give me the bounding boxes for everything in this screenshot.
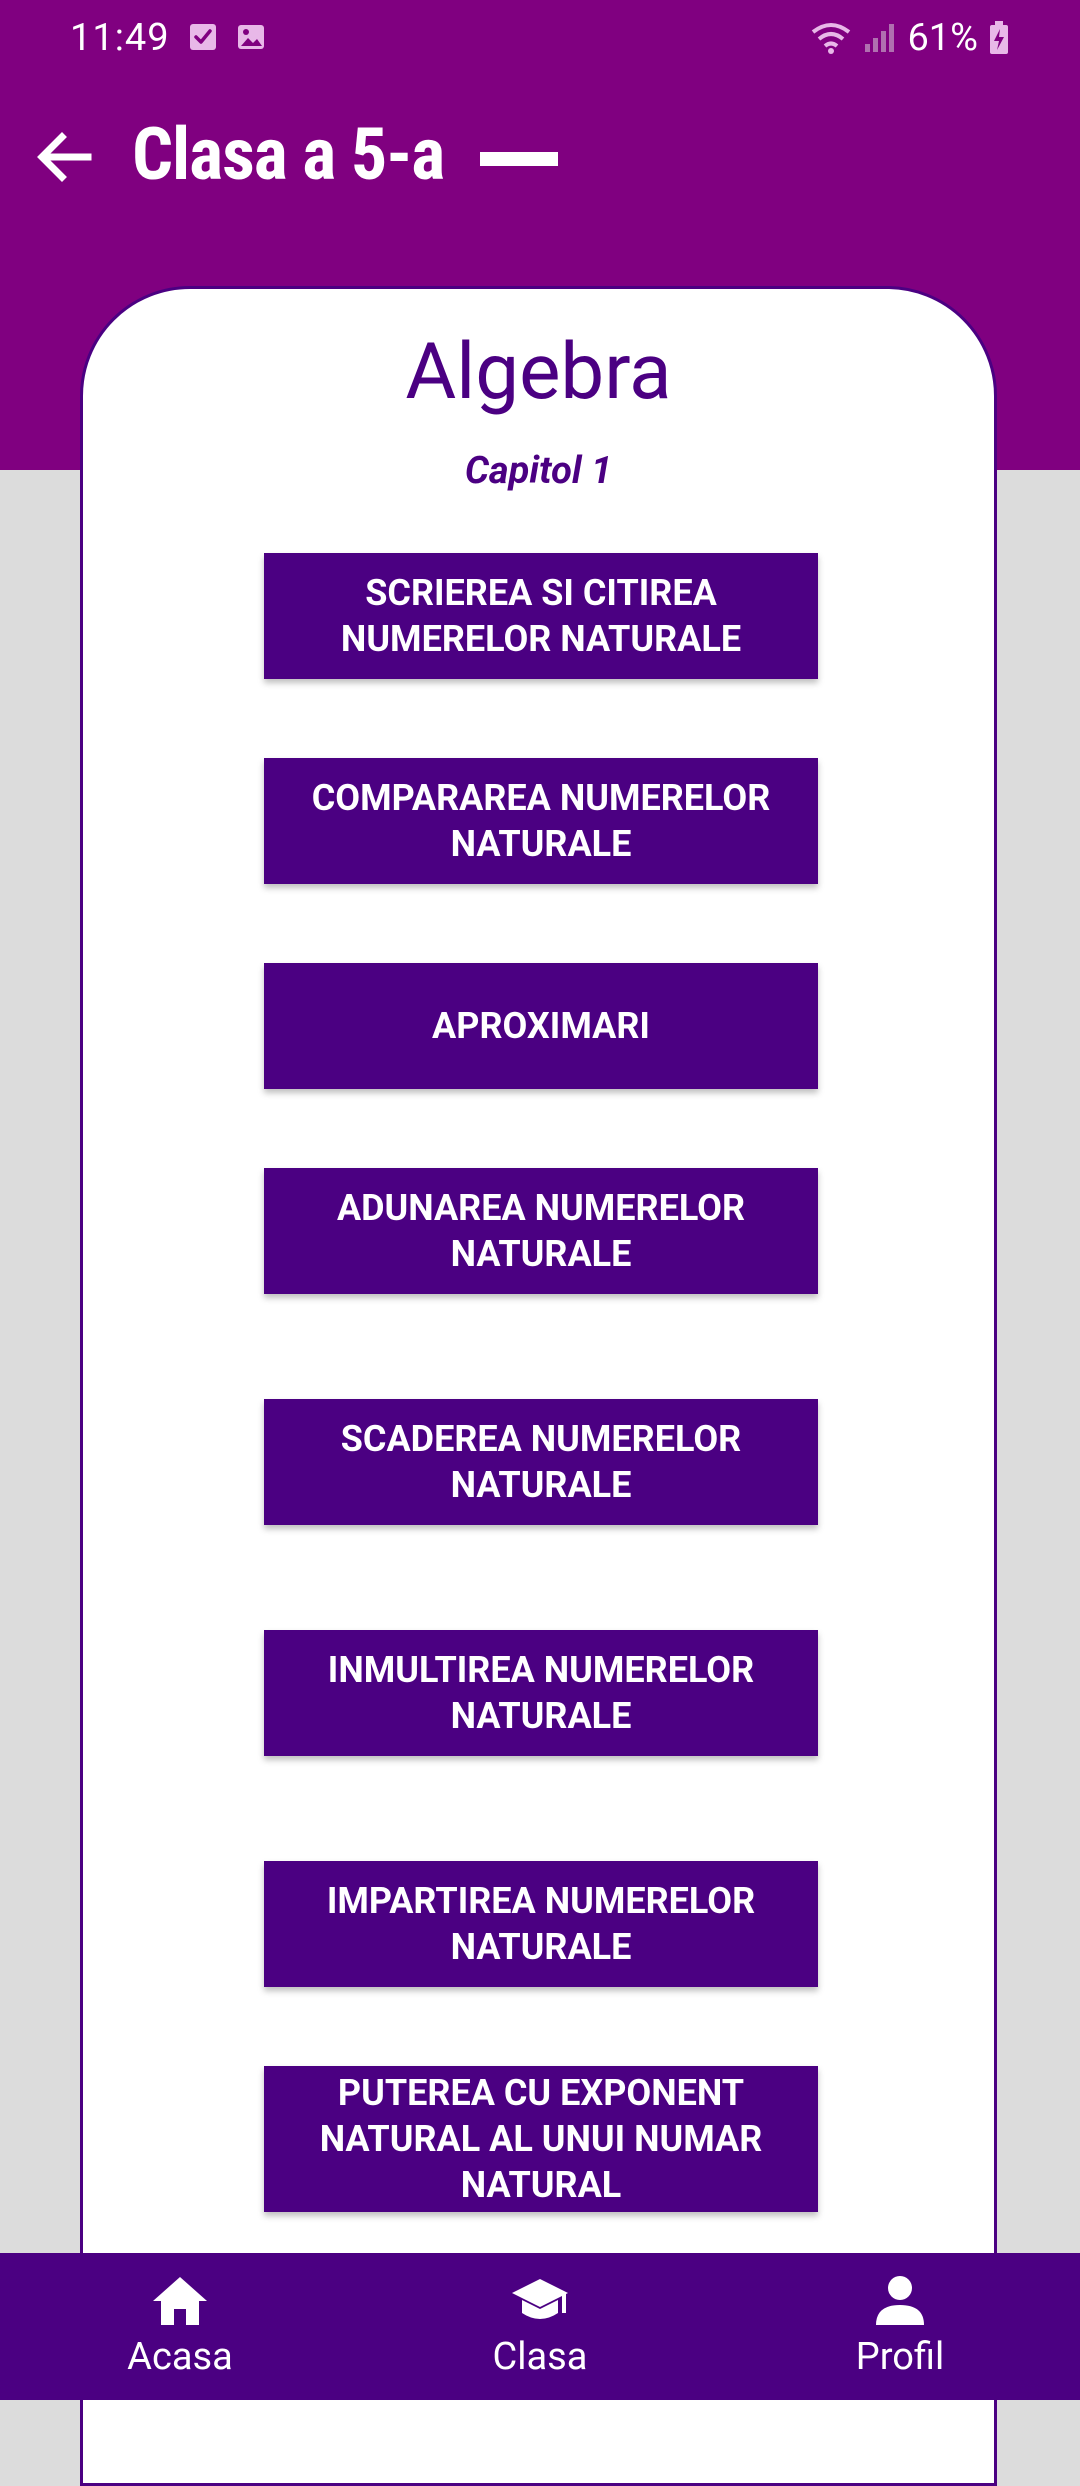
battery-charging-icon <box>988 20 1010 56</box>
lesson-button[interactable]: PUTEREA CU EXPONENT NATURAL AL UNUI NUMAR NATURAL <box>264 2066 818 2212</box>
app-bar <box>0 100 1080 210</box>
nav-label: Clasa <box>492 2335 588 2379</box>
lesson-button[interactable]: COMPARAREA NUMERELOR NATURALE <box>264 758 818 884</box>
person-icon <box>870 2273 930 2329</box>
lesson-button[interactable]: SCRIEREA SI CITIREA NUMERELOR NATURALE <box>264 553 818 679</box>
nav-item-clasa[interactable] <box>360 2253 720 2400</box>
nav-item-acasa[interactable] <box>0 2253 360 2400</box>
wifi-icon <box>809 20 853 56</box>
lesson-button[interactable]: APROXIMARI <box>264 963 818 1089</box>
page-title: Clasa a 5-a <box>132 112 445 197</box>
arrow-left-icon <box>30 122 100 192</box>
graduation-cap-icon <box>510 2273 570 2329</box>
chapter-subtitle: Capitol 1 <box>464 449 613 493</box>
nav-item-profil[interactable] <box>720 2253 1080 2400</box>
signal-icon <box>863 22 897 54</box>
nav-label: Acasa <box>127 2335 233 2379</box>
battery-percent: 61% <box>907 16 978 60</box>
status-indicators <box>809 16 1010 60</box>
lesson-button[interactable]: ADUNAREA NUMERELOR NATURALE <box>264 1168 818 1294</box>
checkbox-notification-icon <box>188 22 218 52</box>
nav-label: Profil <box>855 2335 945 2379</box>
card-title: Algebra <box>405 327 672 418</box>
lesson-button[interactable]: INMULTIREA NUMERELOR NATURALE <box>264 1630 818 1756</box>
status-bar <box>0 0 1080 78</box>
status-time: 11:49 <box>70 16 170 60</box>
gallery-notification-icon <box>236 22 266 52</box>
back-button[interactable] <box>30 122 100 192</box>
home-icon <box>150 2273 210 2329</box>
lesson-button[interactable]: SCADEREA NUMERELOR NATURALE <box>264 1399 818 1525</box>
lesson-button[interactable]: IMPARTIREA NUMERELOR NATURALE <box>264 1861 818 1987</box>
title-underline-decoration <box>480 152 558 166</box>
bottom-navigation <box>0 2253 1080 2400</box>
chapter-card <box>80 286 997 2486</box>
